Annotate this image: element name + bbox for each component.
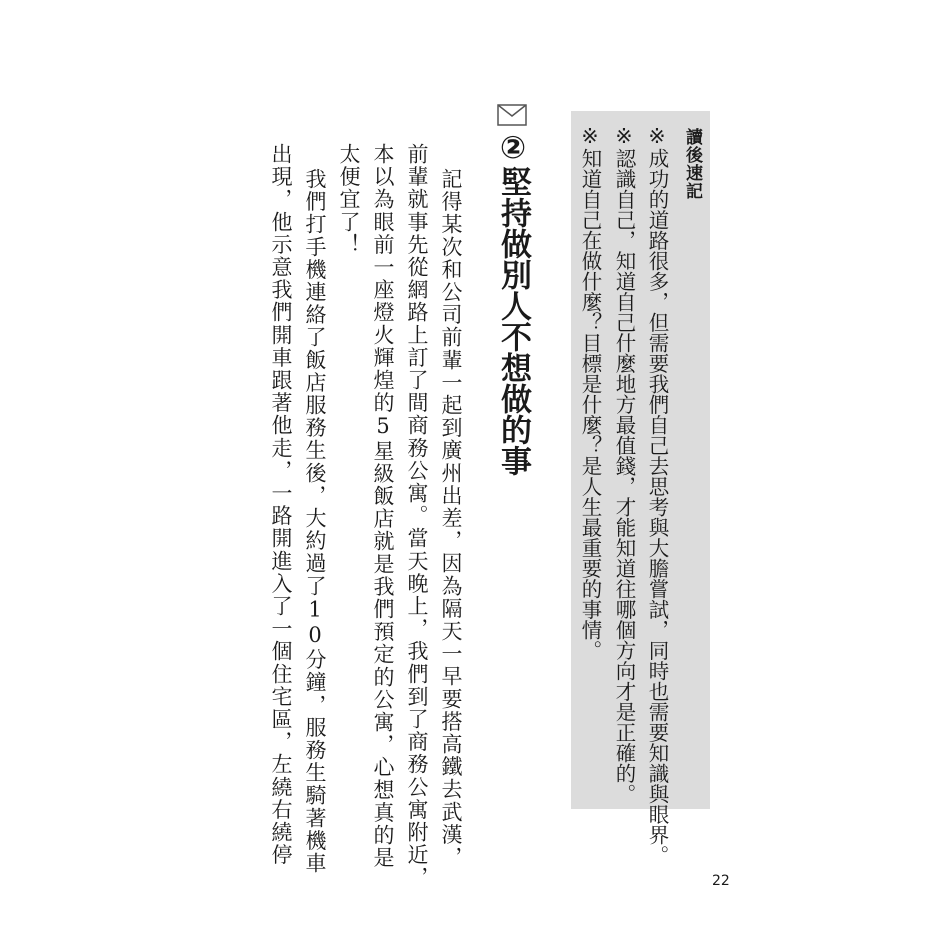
body-column-5: 我們打手機連絡了飯店服務生後，大約過了10分鐘，服務生騎著機車 (303, 168, 327, 875)
body-column-2: 前輩就事先從網路上訂了間商務公寓。當天晚上，我們到了商務公寓附近， (405, 143, 429, 889)
reading-notes-heading: 讀後速記 (682, 128, 702, 200)
reading-note-1: ※成功的道路很多，但需要我們自己去思考與大膽嘗試，同時也需要知識與眼界。 (645, 124, 669, 866)
body-column-3: 本以為眼前一座燈火輝煌的5星級飯店就是我們預定的公寓，心想真的是 (371, 143, 395, 870)
body-column-6: 出現，他示意我們開車跟著他走，一路開進入了一個住宅區，左繞右繞停 (269, 143, 293, 867)
envelope-icon (497, 104, 527, 126)
page-number: 22 (712, 873, 730, 889)
chapter-title-text: 堅持做別人不想做的事 (495, 166, 531, 476)
reading-note-3: ※知道自己在做什麼？目標是什麼？是人生最重要的事情。 (578, 124, 602, 661)
body-column-1: 記得某次和公司前輩一起到廣州出差，因為隔天一早要搭高鐵去武漢， (439, 168, 463, 869)
body-column-4: 太便宜了！ (337, 143, 361, 256)
reading-note-2: ※認識自己，知道自己什麼地方最值錢，才能知道往哪個方向才是正確的。 (612, 124, 636, 804)
chapter-title (496, 130, 530, 476)
chapter-number: ② (495, 130, 531, 166)
